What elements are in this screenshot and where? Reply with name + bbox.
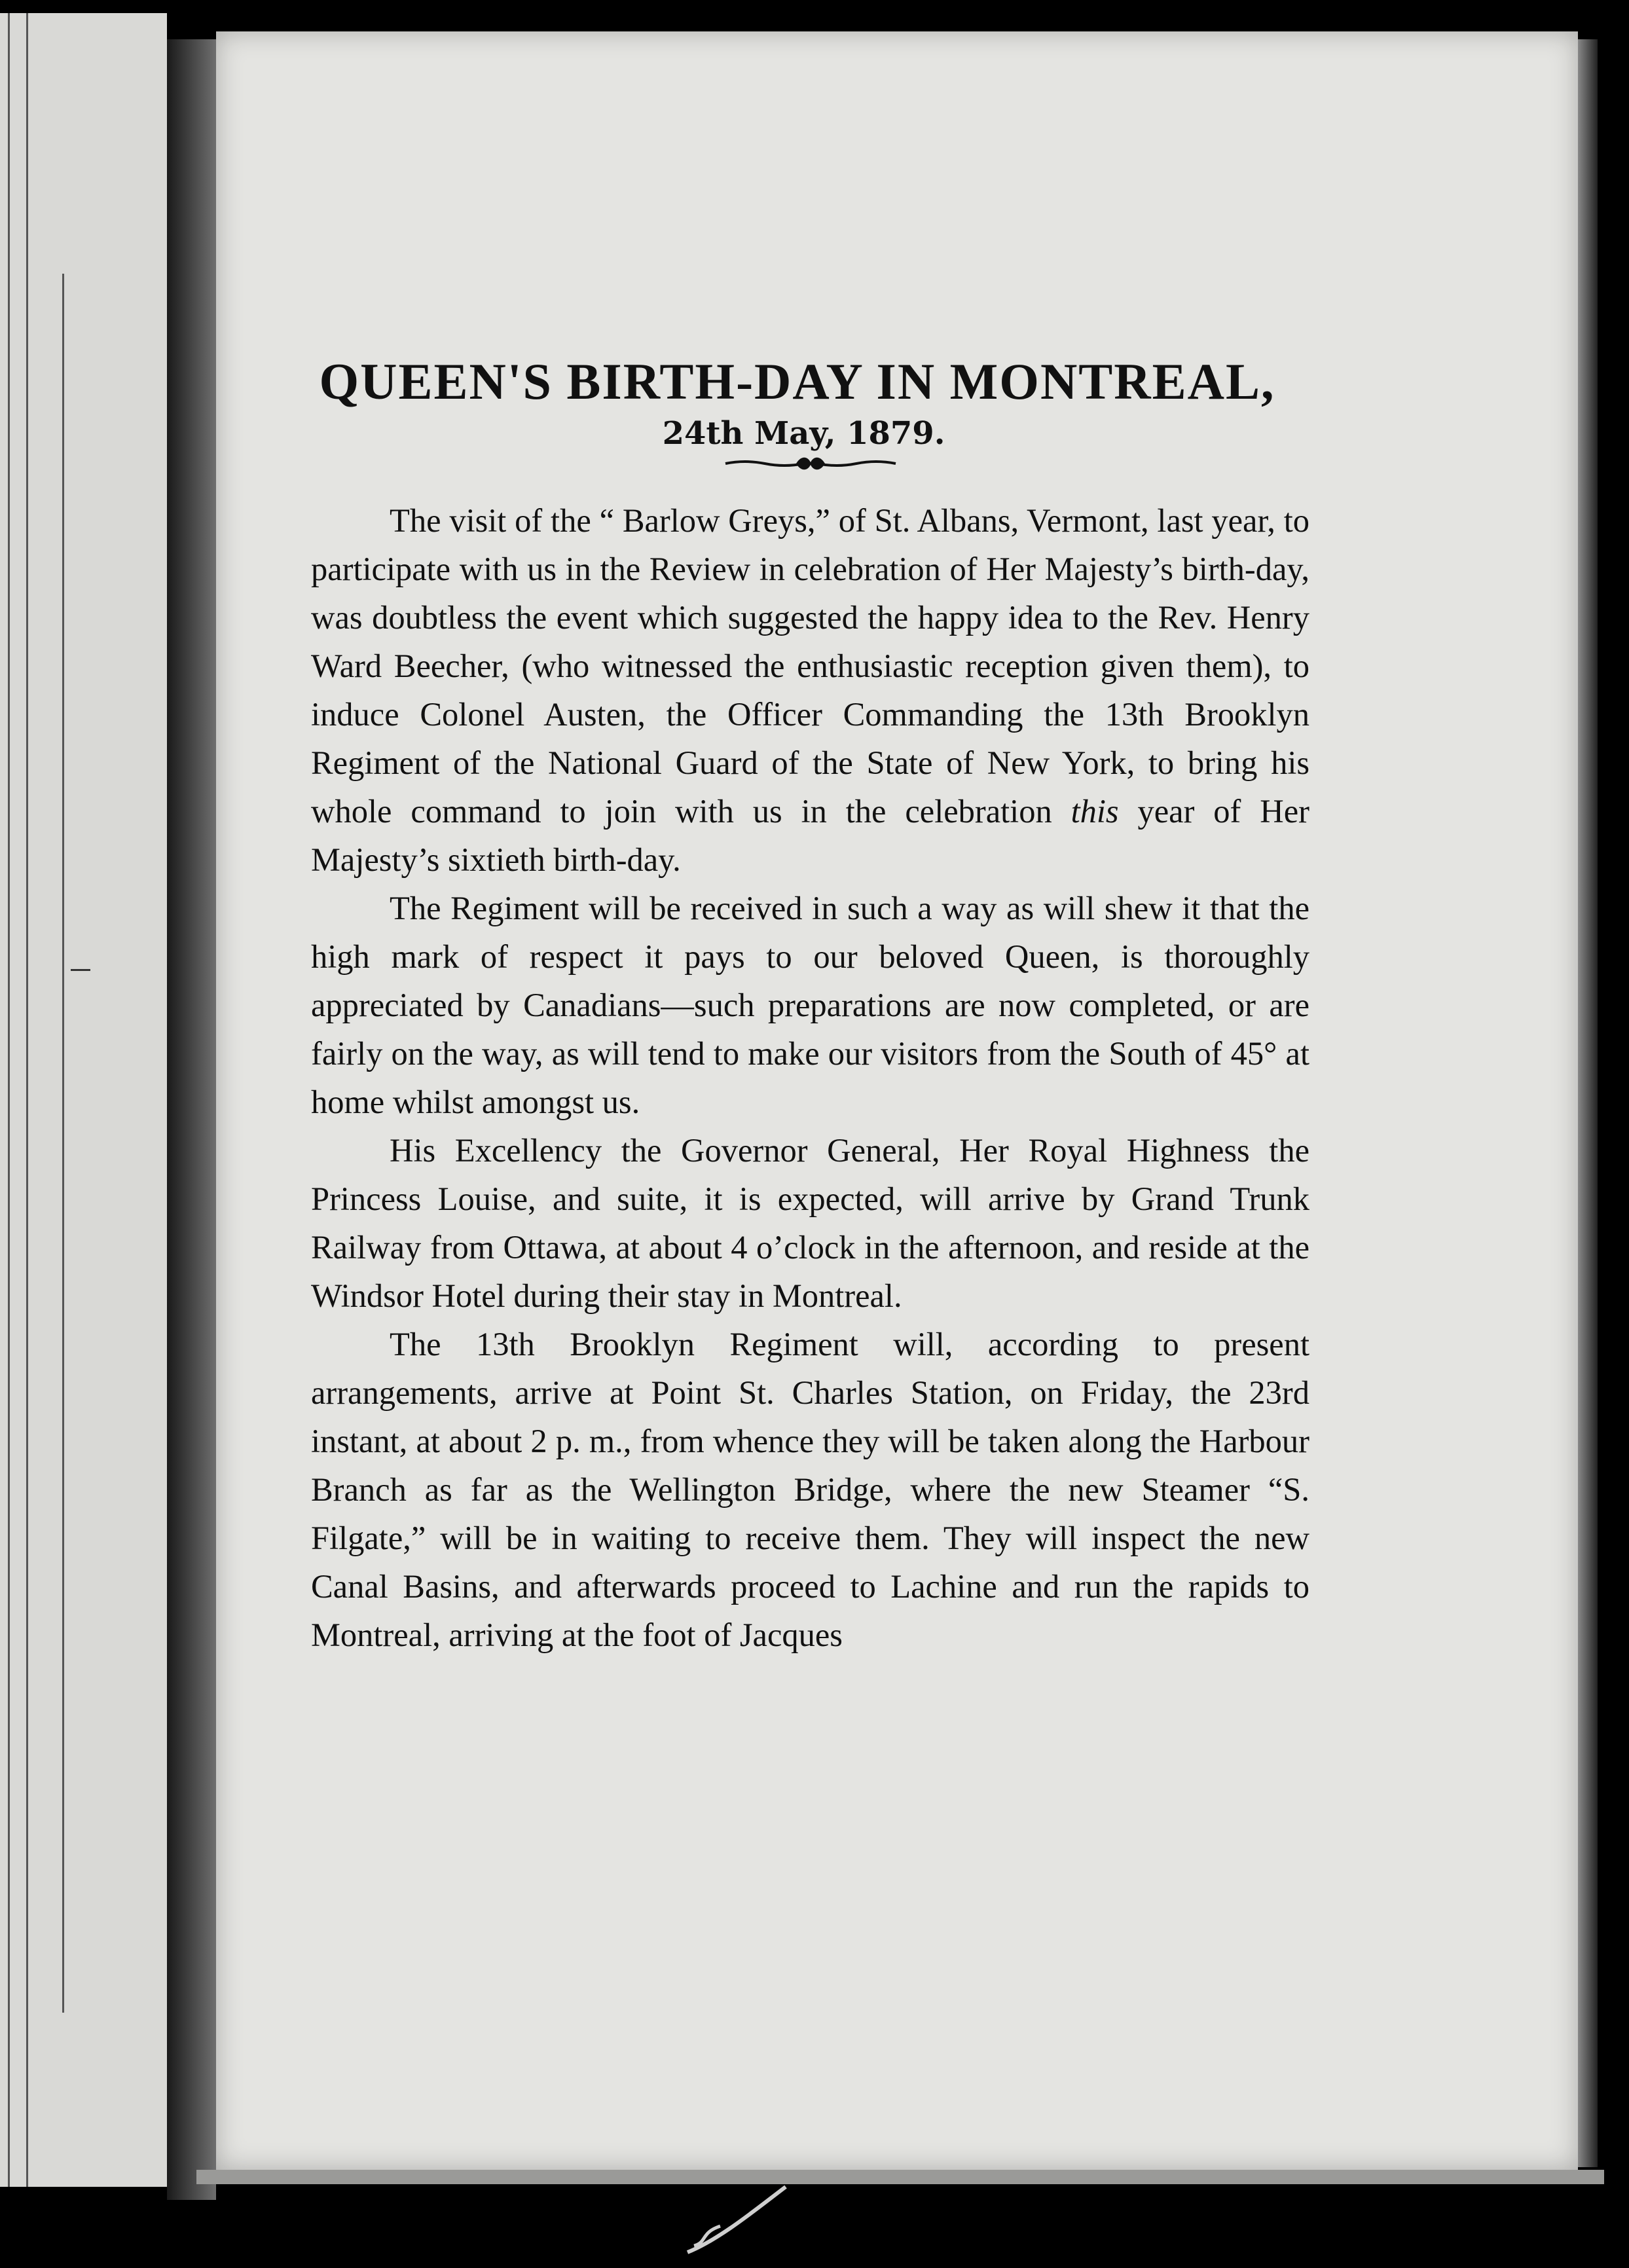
page-text bbox=[311, 352, 1309, 1659]
paragraph-text: The visit of the “ Barlow Greys,” of St. Albans, Vermont, last year, to participate with us in the Review in celebration of Her Majesty’s birth-day, was doubtless the event which suggested the happy idea to the Rev. Henry Ward Beecher, (who witnessed the enthusiastic reception given them), to induce Colonel Austen, the Officer Commanding the 13th Brooklyn Regiment of the National Guard of the State of New York, to bring his whole command to join with us in the celebration bbox=[311, 502, 1309, 830]
paragraph bbox=[311, 496, 1309, 884]
ornament-divider-icon bbox=[719, 456, 902, 471]
page-bottom-edge bbox=[196, 2170, 1604, 2184]
emphasized-word: this bbox=[1071, 793, 1119, 830]
margin-tick-mark bbox=[71, 969, 90, 971]
paragraph: The 13th Brooklyn Regiment will, according to present arrangements, arrive at Point St. Charles Station, on Friday, the 23rd instant, at about 2 p. m., from whence they will be taken along the Harbour Branch as far as the Wellington Bridge, where the new Steamer “S. Filgate,” will be in waiting to receive them. They will inspect the new Canal Basins, and afterwards proceed to Lachine and run the rapids to Montreal, arriving at the foot of Jacques bbox=[311, 1326, 1309, 1653]
fold-line bbox=[26, 13, 28, 2187]
previous-leaf-edge bbox=[0, 13, 167, 2187]
page-right-edge bbox=[1578, 39, 1598, 2167]
fold-line bbox=[8, 13, 10, 2187]
pen-stroke-mark-icon bbox=[681, 2180, 799, 2259]
paragraph: The Regiment will be received in such a way as will shew it that the high mark of respect it pays to our beloved Queen, is thoroughly appreciated by Canadians—such preparations are now completed, or are fairly on the way, as will tend to make our visitors from the South of 45° at home whilst amongst us. bbox=[311, 890, 1309, 1120]
gutter-shadow bbox=[167, 39, 216, 2200]
document-page bbox=[216, 31, 1578, 2170]
page-date: 24th May, 1879. bbox=[662, 415, 945, 452]
fold-line bbox=[62, 274, 64, 2013]
paragraph-text: year of Her Majesty’s sixtieth birth-day. bbox=[311, 793, 1309, 878]
paragraph: His Excellency the Governor General, Her Royal Highness the Princess Louise, and suite, it is expected, will arrive by Grand Trunk Railway from Ottawa, at about 4 o’clock in the afternoon, and reside at the Windsor Hotel during their stay in Montreal. bbox=[311, 1132, 1309, 1314]
page-title: QUEEN'S BIRTH-DAY IN MONTREAL, bbox=[319, 353, 1275, 410]
